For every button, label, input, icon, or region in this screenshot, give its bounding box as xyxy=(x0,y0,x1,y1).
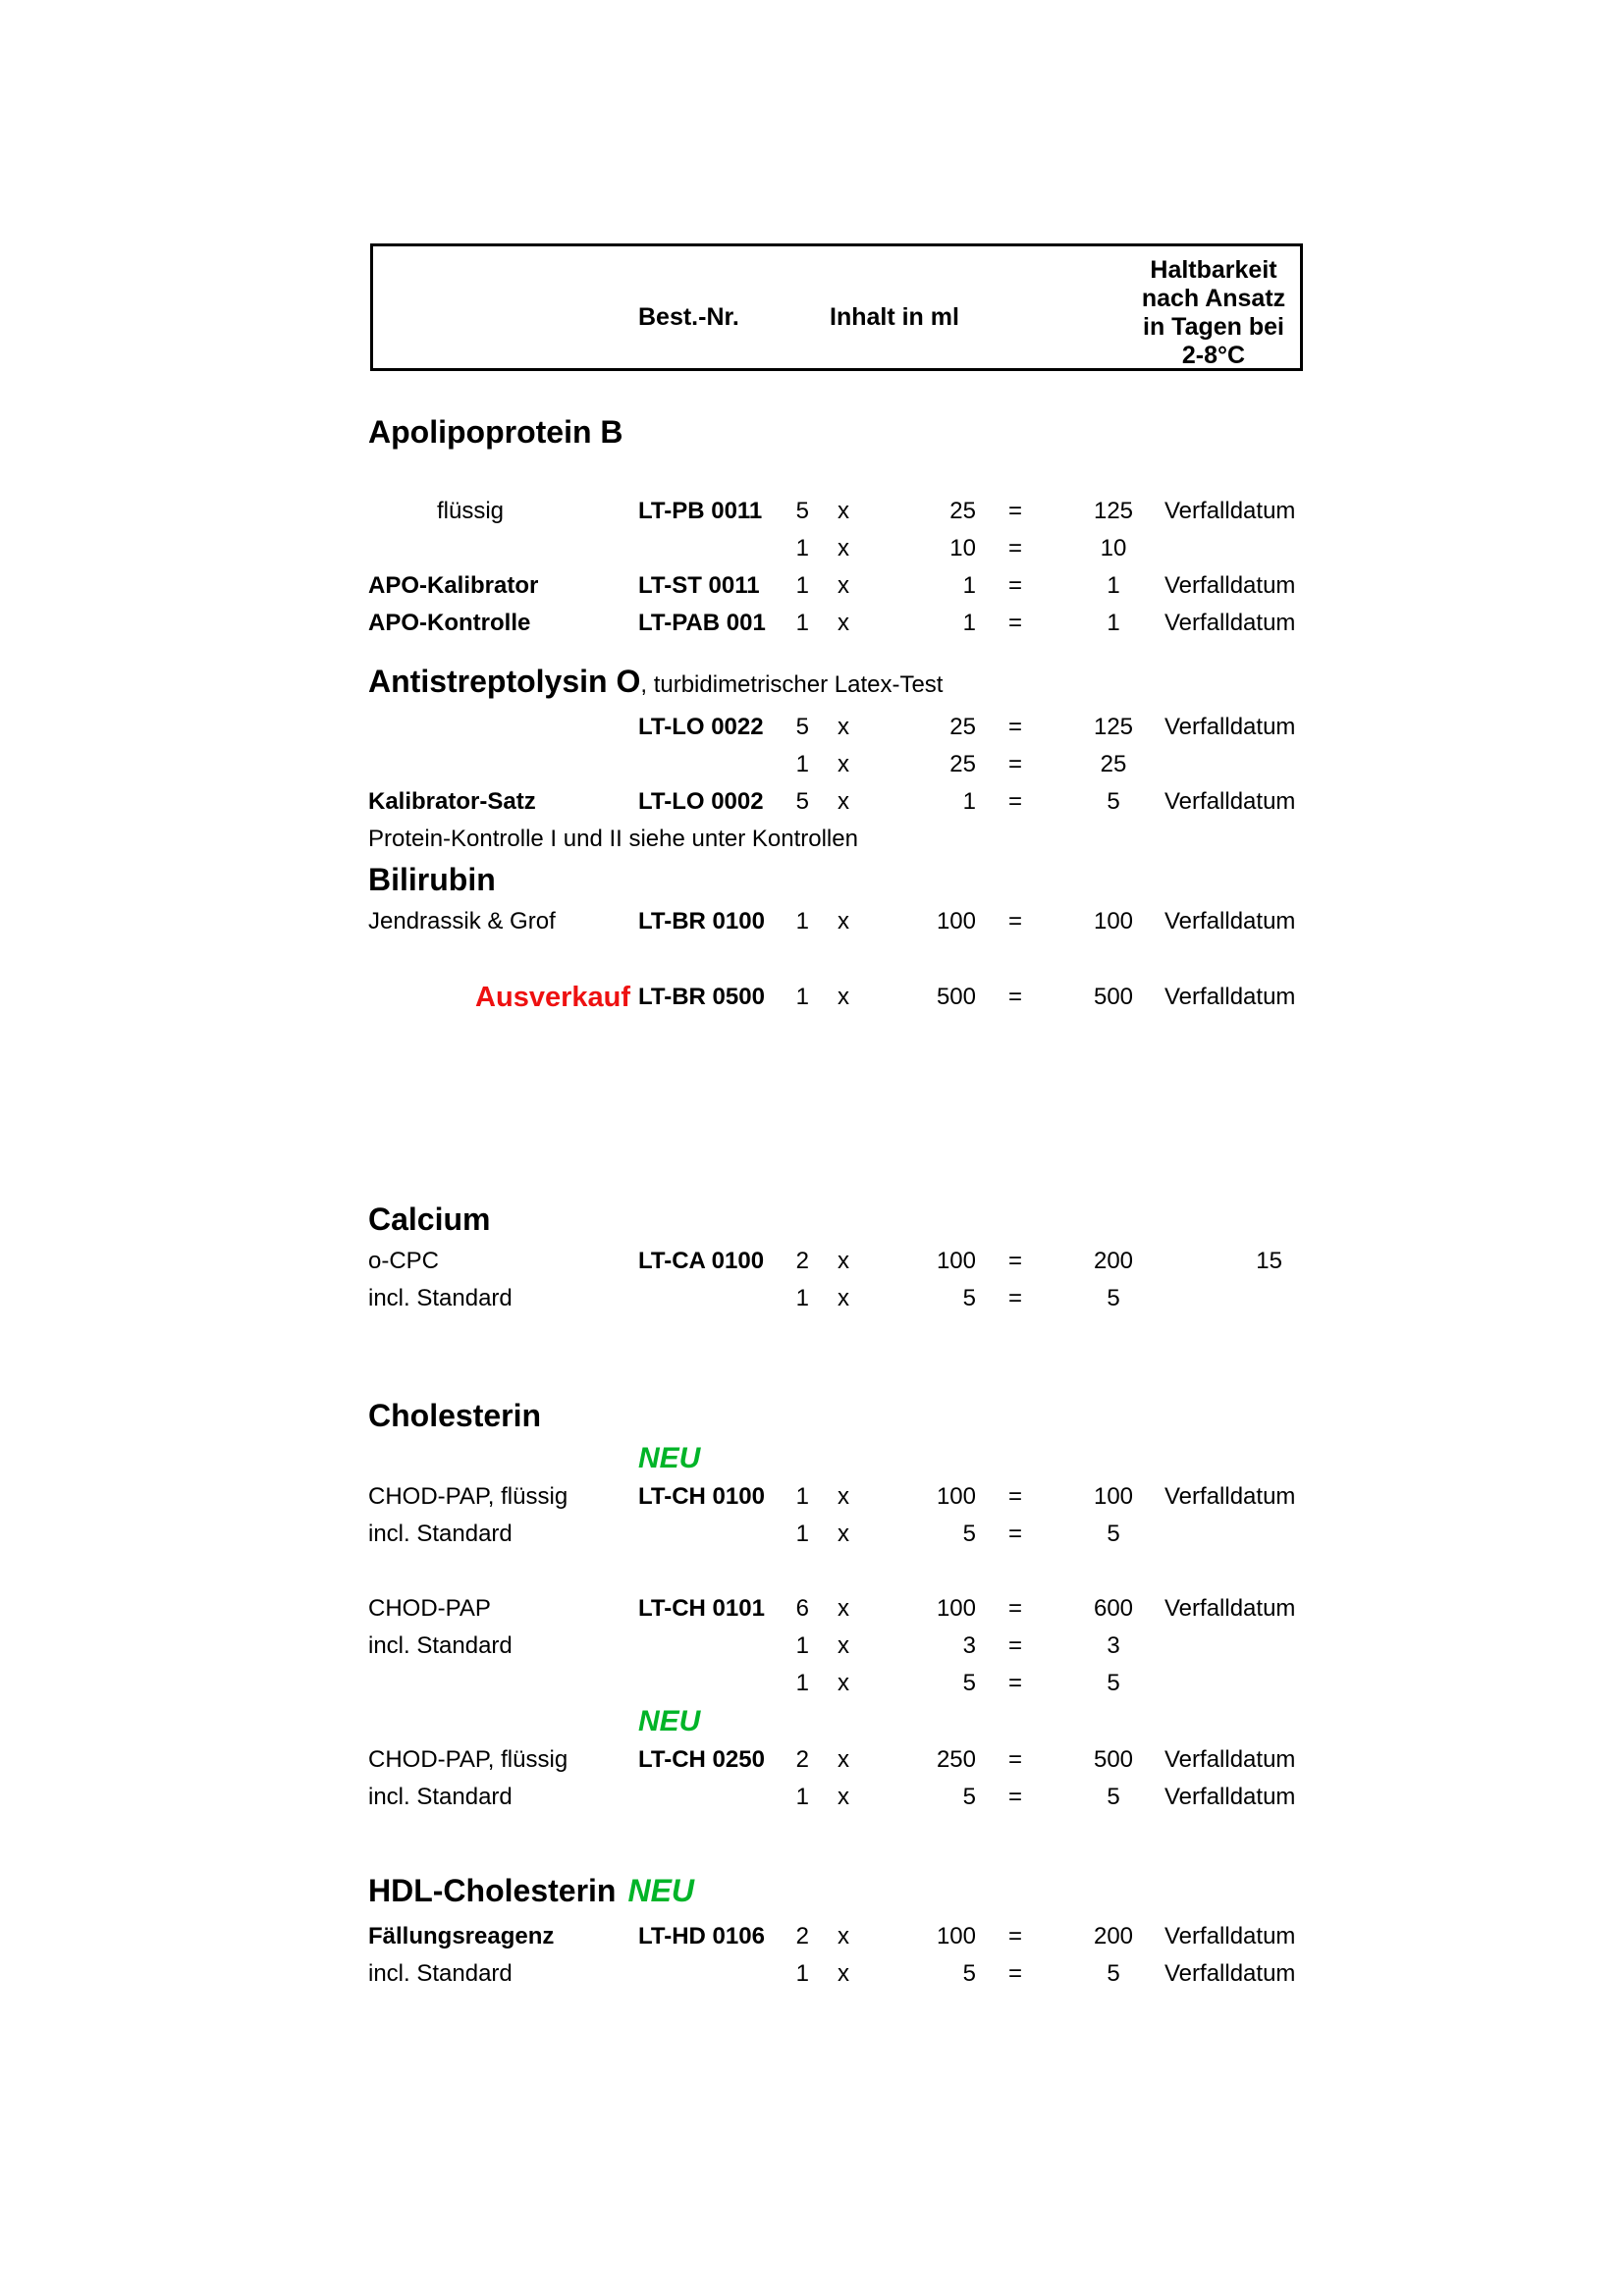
total-ml: 125 xyxy=(1093,714,1134,740)
pack-count: 5 xyxy=(795,498,809,524)
section-title xyxy=(368,1201,1306,1237)
pack-count: 1 xyxy=(795,751,809,777)
section-rows xyxy=(368,903,1306,1017)
order-number xyxy=(638,1779,785,1816)
multiply-sign: x xyxy=(838,610,849,636)
total-ml: 10 xyxy=(1100,535,1127,561)
product-name: incl. Standard xyxy=(368,1632,513,1659)
multiply-sign: x xyxy=(838,1923,849,1949)
multiply-sign: x xyxy=(838,1595,849,1622)
pack-count: 1 xyxy=(795,1285,809,1311)
product-row xyxy=(368,493,1306,530)
order-number: LT-CA 0100 xyxy=(638,1248,765,1274)
expiry-note: Verfalldatum xyxy=(1164,1595,1296,1622)
product-row xyxy=(368,783,1306,821)
multiply-sign: x xyxy=(838,535,849,561)
section-title-text: Apolipoprotein B xyxy=(368,414,623,450)
product-section-hdl-cholesterin xyxy=(368,1873,1306,1993)
volume-ml: 1 xyxy=(962,788,976,815)
volume-ml: 100 xyxy=(936,1595,976,1622)
pack-count: 1 xyxy=(795,984,809,1010)
section-rows xyxy=(368,1918,1306,1993)
volume-ml: 5 xyxy=(962,1784,976,1810)
volume-ml: 100 xyxy=(936,908,976,934)
ausverkauf-label: Ausverkauf xyxy=(475,982,630,1013)
total-ml: 500 xyxy=(1093,1746,1134,1773)
product-name: incl. Standard xyxy=(368,1521,513,1547)
equals-sign: = xyxy=(1007,751,1022,777)
expiry-note: Verfalldatum xyxy=(1164,572,1296,599)
empty-row xyxy=(368,455,1306,493)
section-title xyxy=(368,1398,1306,1433)
equals-sign: = xyxy=(1007,1248,1022,1274)
section-rows xyxy=(368,1439,1306,1816)
pack-count: 1 xyxy=(795,1960,809,1987)
section-rows xyxy=(368,455,1306,642)
volume-ml: 5 xyxy=(962,1960,976,1987)
expiry-note: Verfalldatum xyxy=(1164,984,1296,1010)
column-header-haltbarkeit-line: nach Ansatz xyxy=(1141,285,1286,312)
total-ml: 1 xyxy=(1107,572,1120,599)
total-ml: 5 xyxy=(1107,1285,1120,1311)
product-row xyxy=(368,1478,1306,1516)
product-row xyxy=(368,567,1306,605)
pack-count: 1 xyxy=(795,908,809,934)
pack-count: 1 xyxy=(795,1670,809,1696)
volume-ml: 25 xyxy=(949,751,976,777)
expiry-note xyxy=(1164,1243,1306,1280)
product-name: CHOD-PAP, flüssig xyxy=(368,1746,568,1773)
equals-sign: = xyxy=(1007,1285,1022,1311)
product-name: Kalibrator-Satz xyxy=(368,788,536,815)
neu-row xyxy=(368,1439,1306,1478)
product-row xyxy=(368,1243,1306,1280)
equals-sign: = xyxy=(1007,908,1022,934)
expiry-note: Verfalldatum xyxy=(1164,788,1296,815)
order-number xyxy=(638,1516,785,1553)
expiry-note: Verfalldatum xyxy=(1164,498,1296,524)
multiply-sign: x xyxy=(838,714,849,740)
volume-ml: 100 xyxy=(936,1483,976,1510)
volume-ml: 25 xyxy=(949,714,976,740)
order-number: LT-CH 0100 xyxy=(638,1483,765,1510)
total-ml: 5 xyxy=(1107,1521,1120,1547)
multiply-sign: x xyxy=(838,1285,849,1311)
equals-sign: = xyxy=(1007,984,1022,1010)
section-title xyxy=(368,664,1306,703)
product-name: CHOD-PAP, flüssig xyxy=(368,1483,568,1510)
total-ml: 5 xyxy=(1107,1670,1120,1696)
equals-sign: = xyxy=(1007,498,1022,524)
multiply-sign: x xyxy=(838,908,849,934)
expiry-note xyxy=(1164,530,1306,567)
multiply-sign: x xyxy=(838,1483,849,1510)
section-rows xyxy=(368,709,1306,858)
product-row xyxy=(368,1516,1306,1553)
volume-ml: 10 xyxy=(949,535,976,561)
expiry-note xyxy=(1164,1516,1306,1553)
product-row xyxy=(368,605,1306,642)
product-name: Fällungsreagenz xyxy=(368,1923,555,1949)
order-number: LT-ST 0011 xyxy=(638,572,760,599)
pack-count: 1 xyxy=(795,610,809,636)
equals-sign: = xyxy=(1007,1960,1022,1987)
product-name: o-CPC xyxy=(368,1248,440,1274)
product-name: incl. Standard xyxy=(368,1960,513,1987)
multiply-sign: x xyxy=(838,788,849,815)
product-name: APO-Kontrolle xyxy=(368,610,531,636)
equals-sign: = xyxy=(1007,1521,1022,1547)
section-note: Protein-Kontrolle I und II siehe unter Kontrollen xyxy=(368,826,858,852)
product-row xyxy=(368,1779,1306,1816)
section-title xyxy=(368,414,1306,450)
order-number: LT-CH 0250 xyxy=(638,1746,765,1773)
order-number xyxy=(638,530,785,567)
order-number: LT-LO 0022 xyxy=(638,714,764,740)
order-number xyxy=(638,746,785,783)
expiry-note xyxy=(1164,1628,1306,1665)
multiply-sign: x xyxy=(838,984,849,1010)
pack-count: 1 xyxy=(795,535,809,561)
pack-count: 1 xyxy=(795,572,809,599)
expiry-note xyxy=(1164,1665,1306,1702)
product-section-cholesterin xyxy=(368,1398,1306,1816)
equals-sign: = xyxy=(1007,714,1022,740)
pack-count: 1 xyxy=(795,1521,809,1547)
column-header-haltbarkeit-line: 2-8°C xyxy=(1181,342,1246,369)
section-title-subtitle: , turbidimetrischer Latex-Test xyxy=(640,671,944,698)
product-row xyxy=(368,1741,1306,1779)
expiry-note xyxy=(1164,1280,1306,1317)
product-name: flüssig xyxy=(437,498,505,524)
equals-sign: = xyxy=(1007,1923,1022,1949)
section-title-text: Antistreptolysin O xyxy=(368,664,641,699)
product-section-bilirubin xyxy=(368,862,1306,1017)
product-name: incl. Standard xyxy=(368,1285,513,1311)
total-ml: 200 xyxy=(1093,1923,1134,1949)
product-row xyxy=(368,1665,1306,1702)
order-number xyxy=(638,1280,785,1317)
order-number: LT-BR 0500 xyxy=(638,984,765,1010)
pack-count: 2 xyxy=(795,1248,809,1274)
volume-ml: 5 xyxy=(962,1670,976,1696)
product-name xyxy=(368,709,638,746)
multiply-sign: x xyxy=(838,1784,849,1810)
equals-sign: = xyxy=(1007,788,1022,815)
expiry-note: Verfalldatum xyxy=(1164,908,1296,934)
total-ml: 1 xyxy=(1107,610,1120,636)
order-number xyxy=(638,1628,785,1665)
multiply-sign: x xyxy=(838,751,849,777)
total-ml: 100 xyxy=(1093,1483,1134,1510)
total-ml: 5 xyxy=(1107,1960,1120,1987)
expiry-note: Verfalldatum xyxy=(1164,1746,1296,1773)
total-ml: 3 xyxy=(1107,1632,1120,1659)
section-title-text: Bilirubin xyxy=(368,862,496,897)
product-name: incl. Standard xyxy=(368,1784,513,1810)
volume-ml: 25 xyxy=(949,498,976,524)
section-title-text: HDL-Cholesterin xyxy=(368,1873,617,1908)
expiry-note: Verfalldatum xyxy=(1164,610,1296,636)
product-name: CHOD-PAP xyxy=(368,1595,491,1622)
empty-row xyxy=(368,1553,1306,1590)
pack-count: 2 xyxy=(795,1746,809,1773)
multiply-sign: x xyxy=(838,1521,849,1547)
volume-ml: 5 xyxy=(962,1285,976,1311)
product-row xyxy=(368,1280,1306,1317)
multiply-sign: x xyxy=(838,1746,849,1773)
product-row xyxy=(368,709,1306,746)
column-header-haltbarkeit-line: Haltbarkeit xyxy=(1150,256,1277,284)
empty-row xyxy=(368,940,1306,978)
order-number: LT-LO 0002 xyxy=(638,788,764,815)
expiry-note: Verfalldatum xyxy=(1164,1923,1296,1949)
order-number: LT-PB 0011 xyxy=(638,498,763,524)
volume-ml: 5 xyxy=(962,1521,976,1547)
total-ml: 100 xyxy=(1093,908,1134,934)
equals-sign: = xyxy=(1007,1784,1022,1810)
equals-sign: = xyxy=(1007,1483,1022,1510)
equals-sign: = xyxy=(1007,1595,1022,1622)
equals-sign: = xyxy=(1007,1670,1022,1696)
product-row xyxy=(368,903,1306,940)
section-title xyxy=(368,1873,1306,1908)
pack-count: 1 xyxy=(795,1784,809,1810)
pack-count: 1 xyxy=(795,1483,809,1510)
shelf-life-days: 15 xyxy=(1256,1248,1282,1274)
multiply-sign: x xyxy=(838,1632,849,1659)
volume-ml: 1 xyxy=(962,572,976,599)
total-ml: 5 xyxy=(1107,1784,1120,1810)
order-number xyxy=(638,1665,785,1702)
product-name: Jendrassik & Grof xyxy=(368,908,556,934)
volume-ml: 500 xyxy=(936,984,976,1010)
neu-badge: NEU xyxy=(638,1705,701,1737)
column-header-haltbarkeit xyxy=(1130,256,1297,370)
total-ml: 5 xyxy=(1107,788,1120,815)
product-section-apolipoprotein-b xyxy=(368,414,1306,642)
expiry-note xyxy=(1164,746,1306,783)
total-ml: 200 xyxy=(1093,1248,1134,1274)
table-header-box xyxy=(370,243,1303,371)
product-name xyxy=(368,746,638,783)
product-row xyxy=(368,1590,1306,1628)
pack-count: 1 xyxy=(795,1632,809,1659)
neu-badge: NEU xyxy=(627,1873,695,1908)
order-number: LT-HD 0106 xyxy=(638,1923,765,1949)
multiply-sign: x xyxy=(838,1960,849,1987)
section-title-text: Cholesterin xyxy=(368,1398,542,1433)
total-ml: 25 xyxy=(1100,751,1127,777)
equals-sign: = xyxy=(1007,610,1022,636)
product-row xyxy=(368,1955,1306,1993)
pack-count: 5 xyxy=(795,714,809,740)
equals-sign: = xyxy=(1007,1632,1022,1659)
section-title-text: Calcium xyxy=(368,1201,491,1237)
column-header-haltbarkeit-line: in Tagen bei xyxy=(1143,313,1284,341)
multiply-sign: x xyxy=(838,1670,849,1696)
product-row xyxy=(368,746,1306,783)
expiry-note: Verfalldatum xyxy=(1164,1960,1296,1987)
total-ml: 125 xyxy=(1093,498,1134,524)
total-ml: 600 xyxy=(1093,1595,1134,1622)
pack-count: 6 xyxy=(795,1595,809,1622)
expiry-note: Verfalldatum xyxy=(1164,714,1296,740)
volume-ml: 1 xyxy=(962,610,976,636)
section-rows xyxy=(368,1243,1306,1317)
product-name: APO-Kalibrator xyxy=(368,572,539,599)
product-name xyxy=(368,530,638,567)
total-ml: 500 xyxy=(1093,984,1134,1010)
product-name xyxy=(368,1665,638,1702)
expiry-note: Verfalldatum xyxy=(1164,1483,1296,1510)
multiply-sign: x xyxy=(838,572,849,599)
volume-ml: 250 xyxy=(936,1746,976,1773)
product-row xyxy=(368,1918,1306,1955)
column-header-bestnr: Best.-Nr. xyxy=(638,303,739,331)
section-title xyxy=(368,862,1306,897)
volume-ml: 3 xyxy=(962,1632,976,1659)
pack-count: 2 xyxy=(795,1923,809,1949)
pack-count: 5 xyxy=(795,788,809,815)
volume-ml: 100 xyxy=(936,1248,976,1274)
order-number xyxy=(638,1955,785,1993)
neu-row xyxy=(368,1702,1306,1741)
product-row xyxy=(368,1628,1306,1665)
equals-sign: = xyxy=(1007,535,1022,561)
neu-badge: NEU xyxy=(638,1442,701,1474)
order-number: LT-CH 0101 xyxy=(638,1595,765,1622)
multiply-sign: x xyxy=(838,498,849,524)
product-row xyxy=(368,530,1306,567)
order-number: LT-BR 0100 xyxy=(638,908,765,934)
expiry-note: Verfalldatum xyxy=(1164,1784,1296,1810)
column-header-inhalt: Inhalt in ml xyxy=(830,303,959,331)
volume-ml: 100 xyxy=(936,1923,976,1949)
multiply-sign: x xyxy=(838,1248,849,1274)
product-section-antistreptolysin-o xyxy=(368,664,1306,858)
equals-sign: = xyxy=(1007,572,1022,599)
product-row xyxy=(368,978,1306,1017)
equals-sign: = xyxy=(1007,1746,1022,1773)
order-number: LT-PAB 001 xyxy=(638,610,766,636)
product-section-calcium xyxy=(368,1201,1306,1317)
